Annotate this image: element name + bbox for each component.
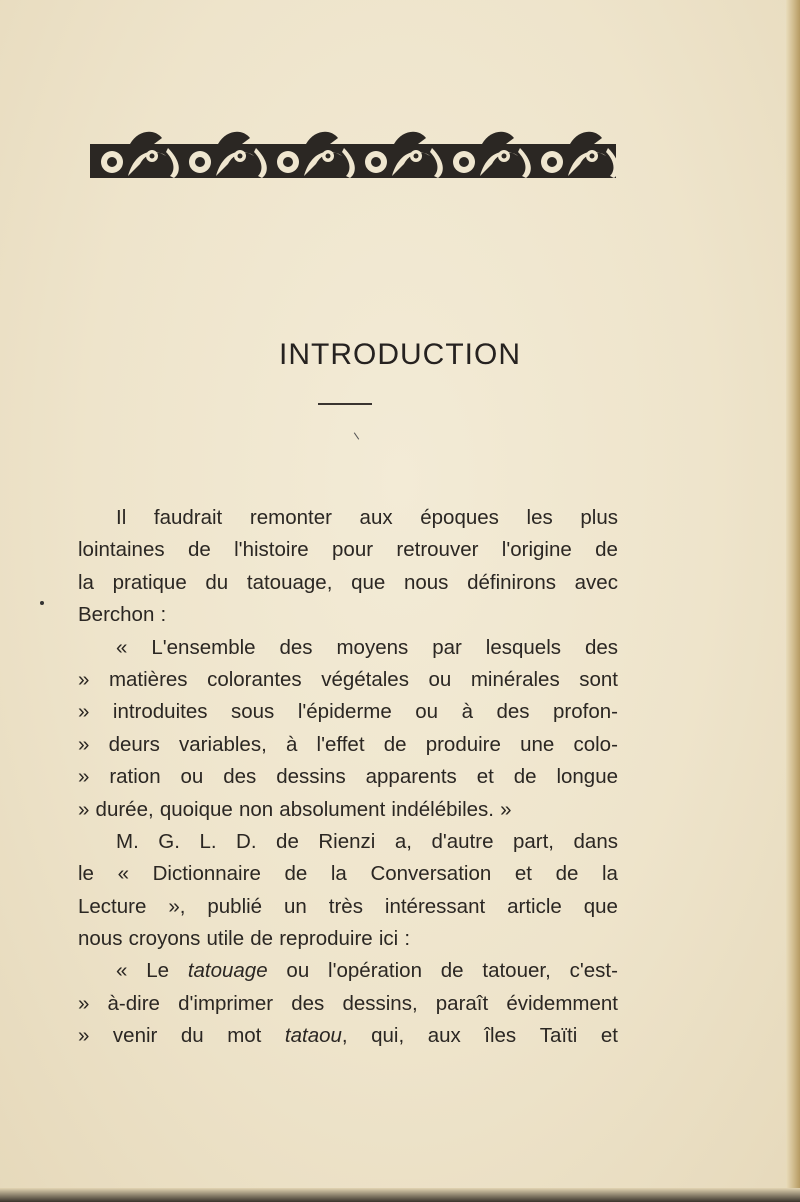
- text-line: [78, 632, 618, 664]
- word: l'opération: [328, 959, 422, 983]
- word: l'effet: [316, 732, 365, 756]
- word: des: [223, 765, 257, 789]
- word: M.: [116, 829, 139, 853]
- word: ou: [180, 765, 204, 789]
- word: apparents: [365, 765, 457, 789]
- word: par: [432, 635, 462, 659]
- word: :: [404, 927, 411, 951]
- word: durée,: [95, 797, 154, 821]
- word: à: [285, 732, 298, 756]
- text-line: [78, 761, 618, 793]
- word: faudrait: [153, 506, 223, 529]
- text-line: [78, 955, 618, 987]
- word: publié: [207, 894, 263, 918]
- word: lointaines: [78, 538, 165, 562]
- word: L'ensemble: [151, 635, 256, 659]
- word: du: [205, 570, 229, 594]
- word: absolument: [279, 797, 386, 821]
- word: du: [180, 1024, 204, 1048]
- text-line: [78, 794, 618, 826]
- word: remonter: [249, 506, 332, 529]
- word: très: [328, 894, 363, 918]
- word: le: [78, 862, 94, 886]
- word: pour: [332, 538, 374, 562]
- text-line: [78, 988, 618, 1020]
- word: croyons: [128, 927, 201, 951]
- word: de: [383, 732, 407, 756]
- text-line: [78, 858, 618, 890]
- word: L.: [199, 829, 217, 853]
- page-edge-right: [786, 0, 800, 1202]
- word: Taïti: [539, 1024, 578, 1048]
- page-title: INTRODUCTION: [279, 338, 521, 371]
- word: «: [117, 862, 129, 886]
- word: «: [116, 635, 128, 659]
- word: des: [496, 700, 530, 724]
- word: de: [555, 862, 579, 886]
- page-edge-bottom: [0, 1188, 800, 1202]
- word: la: [78, 570, 94, 594]
- word: nous: [403, 570, 449, 594]
- word: de: [276, 829, 299, 853]
- word: D.: [236, 829, 257, 853]
- word: ou: [415, 700, 439, 724]
- word: variables,: [179, 732, 267, 756]
- word: pratique: [112, 570, 187, 594]
- word: de: [513, 765, 537, 789]
- word: tatouer,: [482, 959, 551, 983]
- text-line: [78, 1020, 618, 1052]
- word: sous: [231, 700, 275, 724]
- word: »: [78, 765, 90, 789]
- word: »,: [168, 894, 186, 918]
- word: »: [78, 991, 90, 1015]
- word: longue: [556, 765, 618, 789]
- word: que: [351, 570, 386, 594]
- word: que: [583, 894, 618, 918]
- word: »: [78, 1024, 90, 1048]
- text-line: [78, 891, 618, 923]
- word: à: [461, 700, 473, 724]
- word: minérales: [470, 667, 560, 691]
- print-mark: [354, 432, 359, 439]
- word: d'autre: [431, 829, 494, 853]
- word: retrouver: [396, 538, 479, 562]
- word: indélébiles.: [391, 797, 494, 821]
- word: aux: [427, 1024, 461, 1048]
- word: matières: [108, 667, 188, 691]
- word: avec: [574, 570, 618, 594]
- text-line: [78, 664, 618, 696]
- word: part,: [512, 829, 555, 853]
- word: c'est-: [569, 959, 618, 983]
- word: :: [160, 603, 167, 627]
- word: moyens: [336, 635, 409, 659]
- text-line: [78, 534, 618, 566]
- word: la: [602, 862, 618, 886]
- word: profon-: [553, 700, 618, 724]
- word: Berchon: [78, 603, 155, 627]
- word: ou: [428, 667, 452, 691]
- word: époques: [420, 506, 499, 529]
- word: quoique: [159, 797, 233, 821]
- word: dessins,: [342, 991, 418, 1015]
- word: ration: [109, 765, 161, 789]
- word: aux: [359, 506, 393, 529]
- word: reproduire: [279, 927, 373, 951]
- word: et: [600, 1024, 618, 1048]
- word: Rienzi: [318, 829, 376, 853]
- word: venir: [112, 1024, 158, 1048]
- text-line: [78, 502, 618, 534]
- word: deurs: [108, 732, 160, 756]
- word: définirons: [467, 570, 556, 594]
- word: tatouage: [187, 959, 268, 983]
- word: dessins: [276, 765, 346, 789]
- title-rule-divider: [318, 403, 372, 405]
- word: Conversation: [370, 862, 492, 886]
- word: non: [238, 797, 274, 821]
- word: l'histoire: [234, 538, 309, 562]
- word: une: [520, 732, 555, 756]
- word: végétales: [321, 667, 409, 691]
- word: de: [440, 959, 464, 983]
- text-line: [78, 729, 618, 761]
- word: »: [78, 732, 90, 756]
- word: et: [514, 862, 532, 886]
- word: produire: [425, 732, 501, 756]
- word: îles: [484, 1024, 517, 1048]
- word: l'origine: [501, 538, 572, 562]
- word: Dictionnaire: [152, 862, 261, 886]
- word: utile: [206, 927, 245, 951]
- word: colo-: [573, 732, 618, 756]
- word: qui,: [371, 1024, 405, 1048]
- word: «: [116, 959, 128, 983]
- word: de: [187, 538, 211, 562]
- word: et: [476, 765, 494, 789]
- text-line: [78, 599, 618, 631]
- word: »: [78, 700, 90, 724]
- word: tataou,: [284, 1024, 348, 1048]
- word: un: [284, 894, 307, 918]
- word: de: [250, 927, 274, 951]
- text-line: [78, 826, 618, 858]
- word: ou: [286, 959, 310, 983]
- word: l'épiderme: [297, 700, 392, 724]
- word: »: [78, 797, 90, 821]
- word: des: [279, 635, 313, 659]
- word: à-dire: [107, 991, 160, 1015]
- word: sont: [579, 667, 618, 691]
- word: a,: [394, 829, 412, 853]
- word: »: [500, 797, 512, 821]
- text-line: [78, 567, 618, 599]
- word: la: [330, 862, 347, 886]
- word: article: [507, 894, 562, 918]
- word: d'imprimer: [178, 991, 274, 1015]
- word: ici: [378, 927, 399, 951]
- body-text: [78, 502, 618, 1053]
- word: lesquels: [485, 635, 561, 659]
- text-line: [78, 923, 618, 955]
- word: paraît: [435, 991, 489, 1015]
- word: dans: [573, 829, 618, 853]
- word: des: [291, 991, 325, 1015]
- word: G.: [158, 829, 180, 853]
- word: Il: [116, 506, 127, 529]
- word: évidemment: [506, 991, 618, 1015]
- word: tatouage,: [246, 570, 333, 594]
- word: des: [584, 635, 618, 659]
- word: de: [284, 862, 308, 886]
- word: nous: [78, 927, 123, 951]
- word: Le: [146, 959, 170, 983]
- word: »: [78, 667, 90, 691]
- word: de: [595, 538, 618, 562]
- word: mot: [227, 1024, 262, 1048]
- word: les: [526, 506, 553, 529]
- decorative-header-ornament-icon: [90, 126, 616, 188]
- word: introduites: [112, 700, 208, 724]
- text-line: [78, 696, 618, 728]
- word: Lecture: [78, 894, 147, 918]
- word: colorantes: [207, 667, 302, 691]
- margin-mark: [40, 601, 44, 605]
- word: plus: [580, 506, 618, 529]
- word: intéressant: [384, 894, 486, 918]
